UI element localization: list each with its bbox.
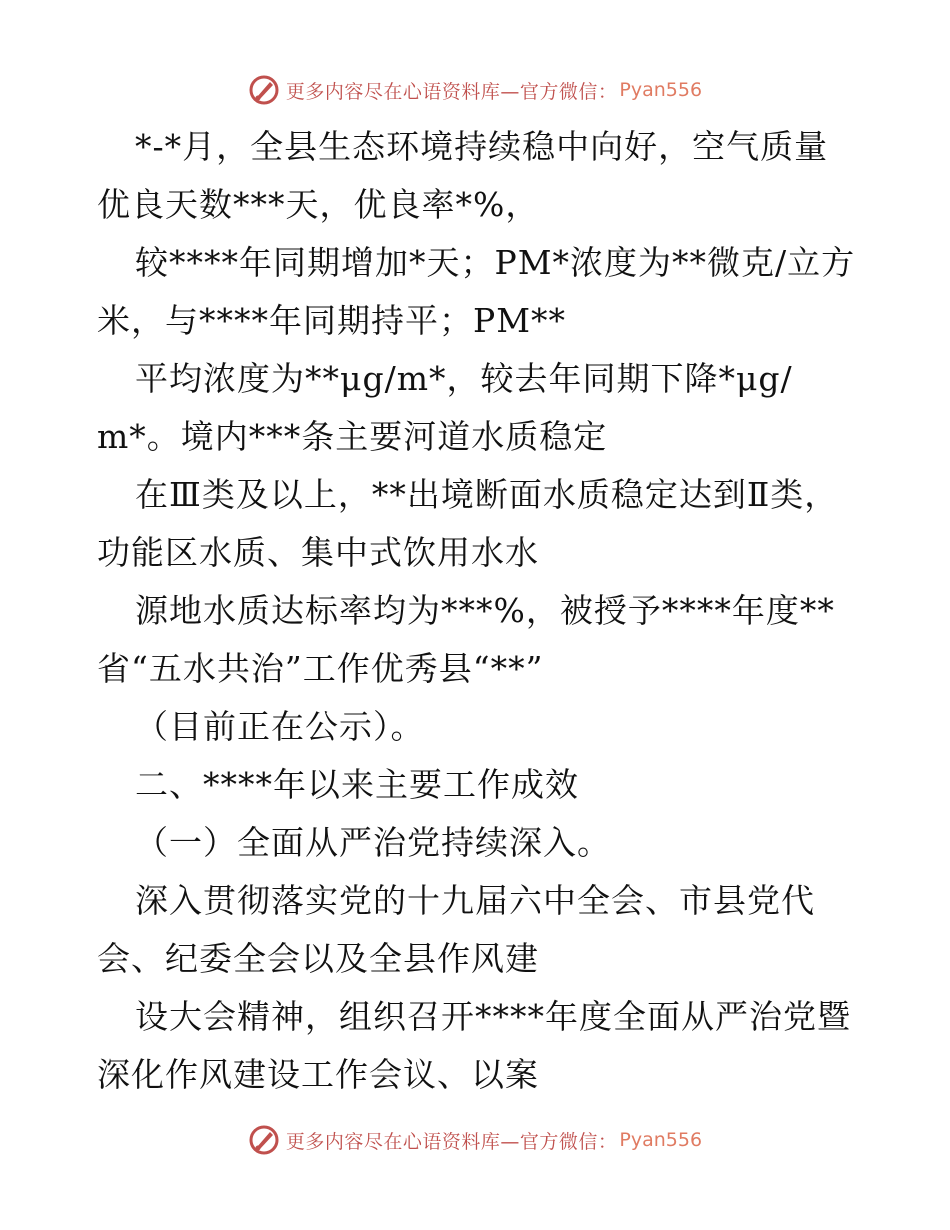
text-line: 会、纪委全会以及全县作风建 — [97, 939, 539, 978]
text-line: 省“五水共治”工作优秀县“**” — [97, 649, 544, 688]
text-line: 深化作风建设工作会议、以案 — [97, 1055, 539, 1094]
text-line: 在Ⅲ类及以上，**出境断面水质稳定达到Ⅱ类， — [135, 475, 839, 514]
watermark-brand: Pyan556 — [619, 1129, 703, 1151]
text-line: 平均浓度为**μg/m*，较去年同期下降*μg/ — [135, 359, 793, 398]
text-line: 功能区水质、集中式饮用水水 — [97, 533, 539, 572]
quill-logo-icon — [248, 74, 280, 106]
header-watermark — [0, 70, 950, 110]
document-body — [97, 118, 887, 1104]
text-line: 优良天数***天，优良率*%， — [97, 185, 540, 224]
watermark-text: 更多内容尽在心语资料库—官方微信： — [285, 80, 618, 103]
text-line: m*。境内***条主要河道水质稳定 — [97, 417, 608, 456]
text-line: 较****年同期增加*天；PM*浓度为**微克/立方 — [135, 243, 856, 282]
watermark-text: 更多内容尽在心语资料库—官方微信： — [285, 1130, 618, 1153]
watermark-brand: Pyan556 — [619, 79, 703, 101]
text-line: 深入贯彻落实党的十九届六中全会、市县党代 — [135, 881, 815, 920]
footer-watermark — [0, 1120, 950, 1160]
section-heading: 二、****年以来主要工作成效 — [135, 765, 579, 804]
text-line: 源地水质达标率均为***%，被授予****年度** — [135, 591, 835, 630]
subsection-heading: （一）全面从严治党持续深入。 — [135, 823, 611, 862]
text-line: （目前正在公示）。 — [135, 707, 425, 746]
text-line: *-*月，全县生态环境持续稳中向好，空气质量 — [135, 127, 829, 166]
text-line: 设大会精神，组织召开****年度全面从严治党暨 — [135, 997, 851, 1036]
quill-logo-icon — [248, 1124, 280, 1156]
text-line: 米，与****年同期持平；PM** — [97, 301, 566, 340]
